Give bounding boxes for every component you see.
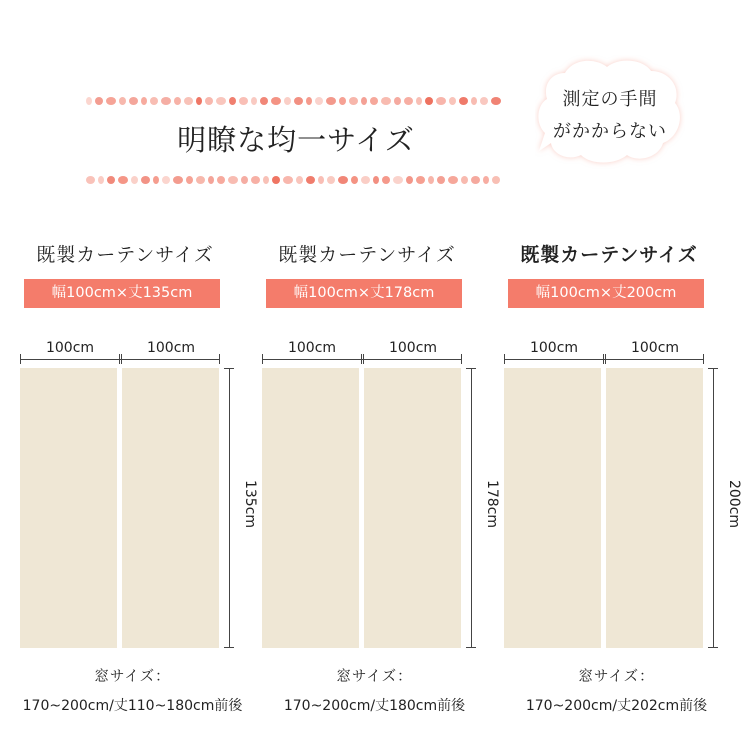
width-tick-left — [504, 354, 505, 364]
curtain-panel-left — [20, 368, 117, 648]
window-size-value: 170~200cm/丈180cm前後 — [283, 698, 466, 714]
curtain-panel-right — [606, 368, 703, 648]
width-tick-mid2 — [363, 354, 364, 364]
bubble-text-line1: 測定の手間 — [562, 89, 658, 110]
width-tick-mid — [603, 354, 604, 364]
width-label-right: 100cm — [146, 340, 196, 356]
width-tick-mid — [361, 354, 362, 364]
height-dimension-line — [713, 368, 714, 648]
height-tick-bottom — [224, 647, 234, 648]
height-label: 200cm — [726, 479, 742, 529]
height-tick-top — [466, 368, 476, 369]
width-tick-mid — [119, 354, 120, 364]
height-tick-bottom — [708, 647, 718, 648]
curtain-column-135 — [20, 0, 265, 750]
height-label: 178cm — [484, 479, 500, 529]
width-tick-mid2 — [605, 354, 606, 364]
size-badge: 幅100cm×丈135cm — [24, 279, 220, 308]
curtain-panel-right — [364, 368, 461, 648]
column-heading: 既製カーテンサイズ — [520, 244, 698, 266]
width-label-right: 100cm — [388, 340, 438, 356]
bubble-text-line2: がかからない — [553, 121, 667, 142]
width-label-right: 100cm — [630, 340, 680, 356]
curtain-column-178 — [262, 0, 507, 750]
width-dimension-line — [20, 359, 220, 360]
window-size-title: 窓サイズ： — [578, 669, 655, 685]
window-size-value: 170~200cm/丈110~180cm前後 — [22, 698, 243, 714]
width-tick-mid2 — [121, 354, 122, 364]
height-dimension-line — [229, 368, 230, 648]
curtain-panel-left — [262, 368, 359, 648]
height-dimension-line — [471, 368, 472, 648]
column-heading: 既製カーテンサイズ — [36, 244, 214, 266]
width-tick-left — [20, 354, 21, 364]
window-size-title: 窓サイズ： — [94, 669, 171, 685]
page-title: 明瞭な均一サイズ — [177, 123, 415, 157]
curtain-panel-right — [122, 368, 219, 648]
width-tick-right — [219, 354, 220, 364]
height-tick-top — [224, 368, 234, 369]
curtain-column-200 — [504, 0, 749, 750]
width-tick-left — [262, 354, 263, 364]
size-badge: 幅100cm×丈200cm — [508, 279, 704, 308]
width-tick-right — [703, 354, 704, 364]
height-tick-bottom — [466, 647, 476, 648]
width-label-left: 100cm — [45, 340, 95, 356]
width-label-left: 100cm — [529, 340, 579, 356]
width-tick-right — [461, 354, 462, 364]
curtain-panel-left — [504, 368, 601, 648]
column-heading: 既製カーテンサイズ — [278, 244, 456, 266]
width-dimension-line — [504, 359, 704, 360]
width-label-left: 100cm — [287, 340, 337, 356]
height-label: 135cm — [242, 479, 258, 529]
width-dimension-line — [262, 359, 462, 360]
size-badge: 幅100cm×丈178cm — [266, 279, 462, 308]
window-size-value: 170~200cm/丈202cm前後 — [525, 698, 708, 714]
height-tick-top — [708, 368, 718, 369]
window-size-title: 窓サイズ： — [336, 669, 413, 685]
